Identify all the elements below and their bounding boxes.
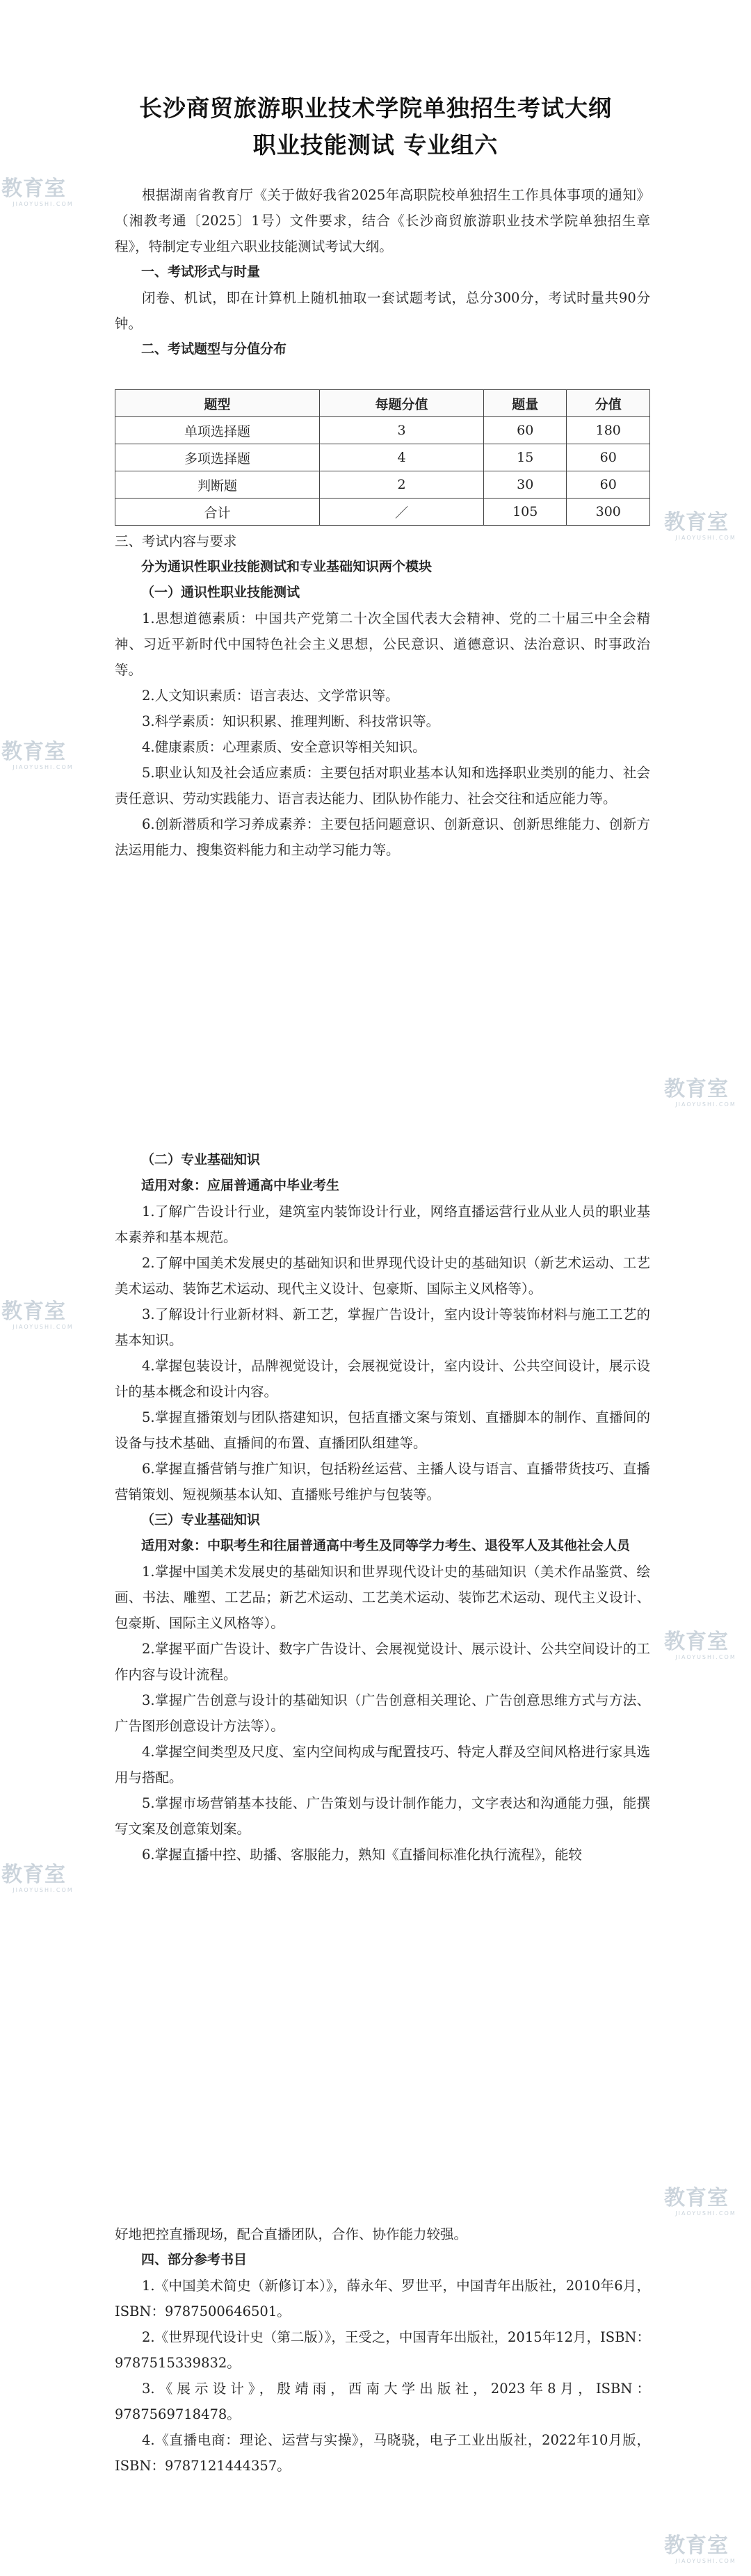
table-cell: 300 <box>567 499 650 526</box>
watermark-logo: 教育室 JIAOYUSHI.COM <box>1 177 74 207</box>
section-heading-references: 四、部分参考书目 <box>141 2252 248 2267</box>
table-header: 题量 <box>483 390 567 417</box>
content-section-professional <box>115 1147 650 1868</box>
list-item: 5.职业认知及社会适应素质：主要包括对职业基本认知和选择职业类别的能力、社会责任意识、劳动实践能力、语言表达能力、团队协作能力、社会交往和适应能力等。 <box>115 765 650 807</box>
watermark-logo: 教育室 JIAOYUSHI.COM <box>664 2186 736 2217</box>
list-item: 3.掌握广告创意与设计的基础知识（广告创意相关理论、广告创意思维方式与方法、广告图形创意设计方法等）。 <box>115 1692 650 1734</box>
document-title: 长沙商贸旅游职业技术学院单独招生考试大纲 <box>139 95 612 122</box>
table-cell: 3 <box>320 417 484 444</box>
reference-item: 3.《展示设计》，殷靖雨，西南大学出版社，2023年8月，ISBN：9787569718478。 <box>115 2381 650 2422</box>
table-cell: 180 <box>567 417 650 444</box>
list-item: 3.了解设计行业新材料、新工艺，掌握广告设计，室内设计等装饰材料与施工工艺的基本知识。 <box>115 1306 650 1348</box>
watermark-logo: 教育室 JIAOYUSHI.COM <box>1 740 74 770</box>
content-section-general <box>115 528 650 863</box>
section-heading-content: 三、考试内容与要求 <box>115 533 237 549</box>
table-cell: 15 <box>483 444 567 471</box>
table-cell: 多项选择题 <box>115 444 320 471</box>
list-item: 4.健康素质：心理素质、安全意识等相关知识。 <box>142 739 426 755</box>
watermark-logo: 教育室 JIAOYUSHI.COM <box>664 1630 736 1660</box>
watermark-logo: 教育室 JIAOYUSHI.COM <box>1 1863 74 1893</box>
table-row <box>115 471 650 499</box>
watermark-logo: 教育室 JIAOYUSHI.COM <box>664 2534 736 2564</box>
list-item: 3.科学素质：知识积累、推理判断、科技常识等。 <box>142 713 440 729</box>
watermark-logo: 教育室 JIAOYUSHI.COM <box>664 1077 736 1108</box>
table-cell: 105 <box>483 499 567 526</box>
table-cell: 合计 <box>115 499 320 526</box>
content-lead: 分为通识性职业技能测试和专业基础知识两个模块 <box>141 559 433 574</box>
table-cell: 60 <box>567 471 650 499</box>
table-cell: 判断题 <box>115 471 320 499</box>
table-cell: ／ <box>320 499 484 526</box>
table-header-row <box>115 390 650 417</box>
table-cell: 单项选择题 <box>115 417 320 444</box>
list-item: 1.了解广告设计行业，建筑室内装饰设计行业，网络直播运营行业从业人员的职业基本素养和基本规范。 <box>115 1204 650 1245</box>
list-item: 5.掌握直播策划与团队搭建知识，包括直播文案与策划、直播脚本的制作、直播间的设备与技术基础、直播间的布置、直播团队组建等。 <box>115 1409 650 1451</box>
list-item: 5.掌握市场营销基本技能、广告策划与设计制作能力，文字表达和沟通能力强，能撰写文案及创意策划案。 <box>115 1795 650 1837</box>
score-distribution-table <box>115 389 650 526</box>
watermark-logo: 教育室 JIAOYUSHI.COM <box>1 1299 74 1330</box>
list-item: 6.掌握直播营销与推广知识，包括粉丝运营、主播人设与语言、直播带货技巧、直播营销策划、短视频基本认知、直播账号维护与包装等。 <box>115 1461 650 1502</box>
table-row <box>115 499 650 526</box>
intro-section <box>115 182 650 362</box>
section-heading-question-types: 二、考试题型与分值分布 <box>141 341 287 357</box>
section-heading-exam-format: 一、考试形式与时量 <box>141 264 261 280</box>
reference-item: 1.《中国美术简史（新修订本）》，薛永年、罗世平，中国青年出版社，2010年6月，ISBN：9787500646501。 <box>115 2278 650 2319</box>
table-cell: 4 <box>320 444 484 471</box>
table-header: 每题分值 <box>320 390 484 417</box>
list-item: 4.掌握空间类型及尺度、室内空间构成与配置技巧、特定人群及空间风格进行家具选用与搭配。 <box>115 1744 650 1785</box>
table-cell: 30 <box>483 471 567 499</box>
list-item: 6.掌握直播中控、助播、客服能力，熟知《直播间标准化执行流程》，能较 <box>142 1847 582 1863</box>
reference-item: 4.《直播电商：理论、运营与实操》，马晓骁，电子工业出版社，2022年10月版，ISBN：9787121444357。 <box>115 2432 650 2474</box>
list-item: 2.人文知识素质：语言表达、文学常识等。 <box>142 688 399 704</box>
list-item: 1.掌握中国美术发展史的基础知识和世界现代设计史的基础知识（美术作品鉴赏、绘画、书法、雕塑、工艺品；新艺术运动、工艺美术运动、装饰艺术运动、现代主义设计、包豪斯、国际主义风格等）。 <box>115 1564 650 1631</box>
part2-heading: （二）专业基础知识 <box>141 1152 261 1167</box>
table-header: 分值 <box>567 390 650 417</box>
reference-item: 2.《世界现代设计史（第二版）》，王受之，中国青年出版社，2015年12月，ISBN：9787515339832。 <box>115 2329 650 2371</box>
table-row <box>115 444 650 471</box>
part1-heading: （一）通识性职业技能测试 <box>141 585 300 600</box>
list-item: 1.思想道德素质：中国共产党第二十次全国代表大会精神、党的二十届三中全会精神、习近平新时代中国特色社会主义思想，公民意识、道德意识、法治意识、时事政治等。 <box>115 610 650 678</box>
list-item: 2.了解中国美术发展史的基础知识和世界现代设计史的基础知识（新艺术运动、工艺美术运动、装饰艺术运动、现代主义设计、包豪斯、国际主义风格等）。 <box>115 1255 650 1297</box>
part3-target: 适用对象：中职考生和往届普通高中考生及同等学力考生、退役军人及其他社会人员 <box>141 1538 631 1553</box>
document-subtitle: 职业技能测试 专业组六 <box>252 131 499 159</box>
table-cell: 2 <box>320 471 484 499</box>
part2-target: 适用对象：应届普通高中毕业考生 <box>141 1178 340 1193</box>
intro-paragraph: 根据湖南省教育厅《关于做好我省2025年高职院校单独招生工作具体事项的通知》（湘教考通〔2025〕1号）文件要求，结合《长沙商贸旅游职业技术学院单独招生章程》，特制定专业组六职业技能测试考试大纲。 <box>115 187 650 254</box>
watermark-logo: 教育室 JIAOYUSHI.COM <box>664 510 736 541</box>
table-header: 题型 <box>115 390 320 417</box>
references-section <box>115 2221 650 2479</box>
list-item: 6.创新潜质和学习养成素养：主要包括问题意识、创新意识、创新思维能力、创新方法运用能力、搜集资料能力和主动学习能力等。 <box>115 816 650 858</box>
list-item: 2.掌握平面广告设计、数字广告设计、会展视觉设计、展示设计、公共空间设计的工作内容与设计流程。 <box>115 1641 650 1683</box>
table-row <box>115 417 650 444</box>
table-cell: 60 <box>567 444 650 471</box>
part3-heading: （三）专业基础知识 <box>141 1512 261 1528</box>
table-cell: 60 <box>483 417 567 444</box>
exam-format-text: 闭卷、机试，即在计算机上随机抽取一套试题考试，总分300分，考试时量共90分钟。 <box>115 290 650 332</box>
paragraph-continuation: 好地把控直播现场，配合直播团队，合作、协作能力较强。 <box>115 2226 468 2242</box>
list-item: 4.掌握包装设计，品牌视觉设计，会展视觉设计，室内设计、公共空间设计，展示设计的基本概念和设计内容。 <box>115 1358 650 1400</box>
